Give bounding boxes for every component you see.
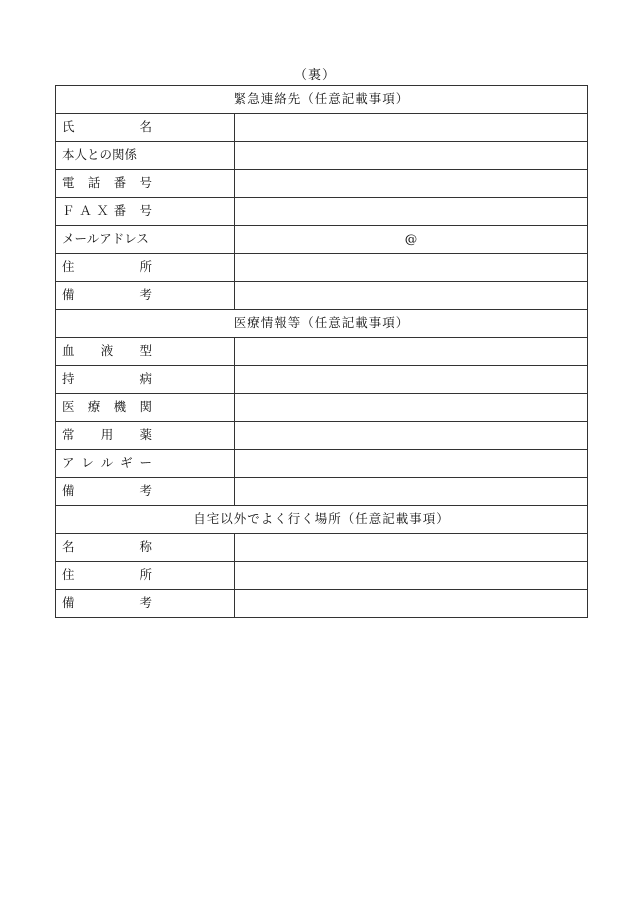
- field-label-text: 常 用 薬: [62, 427, 152, 443]
- field-label: [56, 422, 235, 450]
- field-label: [56, 478, 235, 506]
- regular-medication-field[interactable]: [235, 422, 588, 450]
- field-label: [56, 590, 235, 618]
- field-label: [56, 366, 235, 394]
- field-label-text: 本人との関係: [62, 147, 138, 163]
- field-label-text: 血 液 型: [62, 343, 152, 359]
- form-row-email: [56, 226, 588, 254]
- field-label: [56, 226, 235, 254]
- form-row-place-remarks: [56, 590, 588, 618]
- field-label-text: ア レ ル ギ ー: [62, 455, 152, 471]
- medical-remarks-field[interactable]: [235, 478, 588, 506]
- field-label-text: メールアドレス: [62, 231, 149, 247]
- field-label: [56, 142, 235, 170]
- form-row-phone: [56, 170, 588, 198]
- form-row-place-address: [56, 562, 588, 590]
- field-label-text: 電 話 番 号: [62, 175, 152, 191]
- field-label: [56, 198, 235, 226]
- field-label: [56, 450, 235, 478]
- page-title: （裏）: [293, 68, 336, 83]
- address-field[interactable]: [235, 254, 588, 282]
- section-heading: 自宅以外でよく行く場所（任意記載事項）: [56, 506, 588, 534]
- section-header-frequent-places: [56, 506, 588, 534]
- form-row-relationship: [56, 142, 588, 170]
- section-header-medical-info: [56, 310, 588, 338]
- blood-type-field[interactable]: [235, 338, 588, 366]
- field-label-text: 住 所: [62, 259, 152, 275]
- form-row-fax: [56, 198, 588, 226]
- field-label-text: 備 考: [62, 595, 152, 611]
- field-label: [56, 114, 235, 142]
- relationship-field[interactable]: [235, 142, 588, 170]
- field-label-text: 名 称: [62, 539, 152, 555]
- field-label-text: 住 所: [62, 567, 152, 583]
- form-row-medical-institution: [56, 394, 588, 422]
- emergency-info-form: [55, 85, 588, 618]
- field-label-text: 備 考: [62, 287, 152, 303]
- field-label-text: 備 考: [62, 483, 152, 499]
- form-row-address: [56, 254, 588, 282]
- field-label: [56, 394, 235, 422]
- form-row-name: [56, 114, 588, 142]
- field-label-text: 医 療 機 関: [62, 399, 152, 415]
- chronic-illness-field[interactable]: [235, 366, 588, 394]
- field-label: [56, 254, 235, 282]
- field-label: [56, 534, 235, 562]
- email-field[interactable]: @: [235, 226, 588, 254]
- name-field[interactable]: [235, 114, 588, 142]
- place-name-field[interactable]: [235, 534, 588, 562]
- section-heading: 医療情報等（任意記載事項）: [56, 310, 588, 338]
- place-address-field[interactable]: [235, 562, 588, 590]
- field-label: [56, 562, 235, 590]
- place-remarks-field[interactable]: [235, 590, 588, 618]
- field-label-text: 氏 名: [62, 119, 152, 135]
- field-label: [56, 170, 235, 198]
- section-heading: 緊急連絡先（任意記載事項）: [56, 86, 588, 114]
- form-row-blood-type: [56, 338, 588, 366]
- form-row-chronic-illness: [56, 366, 588, 394]
- field-label-text: 持 病: [62, 371, 152, 387]
- section-header-emergency-contact: [56, 86, 588, 114]
- phone-field[interactable]: [235, 170, 588, 198]
- form-row-remarks: [56, 282, 588, 310]
- form-row-medical-remarks: [56, 478, 588, 506]
- remarks-field[interactable]: [235, 282, 588, 310]
- form-row-allergy: [56, 450, 588, 478]
- allergy-field[interactable]: [235, 450, 588, 478]
- field-label-text: ＦＡＸ番 号: [62, 203, 152, 219]
- medical-institution-field[interactable]: [235, 394, 588, 422]
- fax-field[interactable]: [235, 198, 588, 226]
- field-label: [56, 338, 235, 366]
- form-row-regular-medication: [56, 422, 588, 450]
- field-label: [56, 282, 235, 310]
- form-row-place-name: [56, 534, 588, 562]
